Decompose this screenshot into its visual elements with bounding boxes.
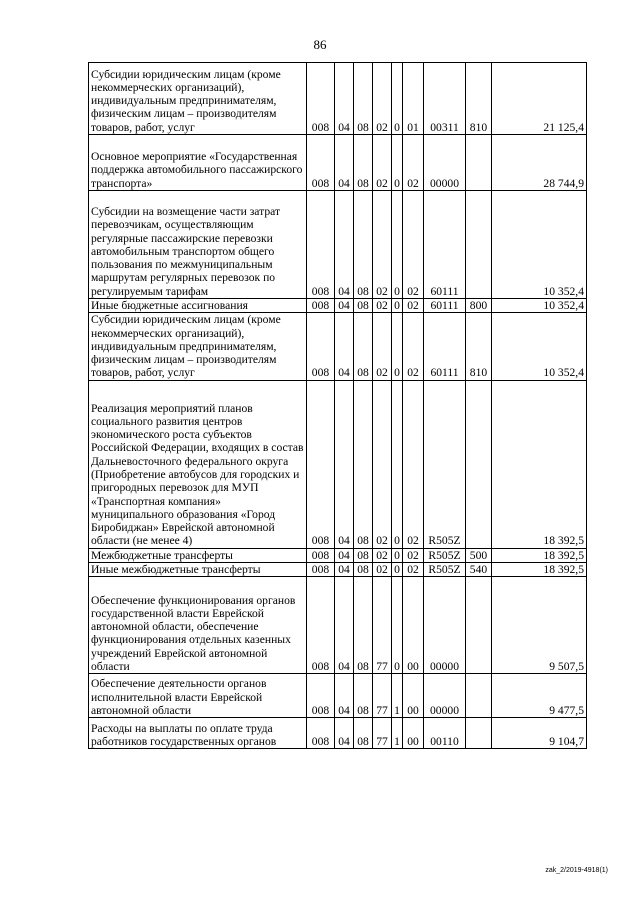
cell-amount: 18 392,5: [492, 380, 587, 548]
cell-p4: R505Z: [424, 563, 466, 577]
cell-name: Иные бюджетные ассигнования: [89, 299, 307, 313]
cell-p3: 00: [403, 674, 424, 718]
cell-p1: 02: [373, 63, 392, 135]
cell-p1: 02: [373, 380, 392, 548]
cell-p3: 00: [403, 577, 424, 674]
cell-type: [466, 135, 492, 191]
table-row: [89, 577, 587, 674]
cell-name: Реализация мероприятий планов социального развития центров экономического роста субъектов Российской Федерации, входящих в состав Дальневосточного федерального округа (Приобретение автобусов для городских и пригородных перевозок для МУП «Транспортная компания» муниципального образования «Город Биробиджан» Еврейской автономной области (не менее 4): [89, 380, 307, 548]
cell-ministry: 008: [307, 63, 335, 135]
cell-ministry: 008: [307, 718, 335, 749]
cell-section: 04: [335, 63, 354, 135]
cell-amount: 21 125,4: [492, 63, 587, 135]
cell-amount: 9 104,7: [492, 718, 587, 749]
cell-section: 04: [335, 674, 354, 718]
cell-p2: 0: [392, 191, 403, 299]
cell-p3: 02: [403, 563, 424, 577]
cell-amount: 28 744,9: [492, 135, 587, 191]
cell-subsection: 08: [354, 299, 373, 313]
cell-type: [466, 674, 492, 718]
cell-p1: 77: [373, 718, 392, 749]
table-row: [89, 718, 587, 749]
cell-p4: 00000: [424, 674, 466, 718]
cell-amount: 18 392,5: [492, 548, 587, 562]
cell-subsection: 08: [354, 548, 373, 562]
cell-amount: 18 392,5: [492, 563, 587, 577]
cell-ministry: 008: [307, 299, 335, 313]
cell-name: Субсидии юридическим лицам (кроме некоммерческих организаций), индивидуальным предпринимателям, физическим лицам – производителям товаров, работ, услуг: [89, 63, 307, 135]
cell-subsection: 08: [354, 380, 373, 548]
table-row: [89, 135, 587, 191]
cell-type: 500: [466, 548, 492, 562]
cell-p4: 00000: [424, 135, 466, 191]
cell-name: Субсидии на возмещение части затрат перевозчикам, осуществляющим регулярные пассажирские перевозки автомобильным транспортом общего пользования по межмуниципальным маршрутам регулярных перевозок по регулируемым тарифам: [89, 191, 307, 299]
cell-section: 04: [335, 563, 354, 577]
cell-p2: 0: [392, 563, 403, 577]
cell-ministry: 008: [307, 313, 335, 380]
cell-ministry: 008: [307, 674, 335, 718]
cell-amount: 10 352,4: [492, 299, 587, 313]
cell-p3: 01: [403, 63, 424, 135]
cell-section: 04: [335, 313, 354, 380]
cell-p3: 02: [403, 380, 424, 548]
cell-ministry: 008: [307, 563, 335, 577]
cell-p4: 00311: [424, 63, 466, 135]
cell-type: 810: [466, 63, 492, 135]
cell-p4: R505Z: [424, 380, 466, 548]
cell-subsection: 08: [354, 313, 373, 380]
table-row: [89, 380, 587, 548]
cell-type: 810: [466, 313, 492, 380]
cell-p2: 0: [392, 63, 403, 135]
cell-p3: 02: [403, 191, 424, 299]
cell-amount: 9 507,5: [492, 577, 587, 674]
table-body: [89, 63, 587, 749]
cell-p4: 60111: [424, 191, 466, 299]
table-row: [89, 548, 587, 562]
cell-subsection: 08: [354, 718, 373, 749]
cell-ministry: 008: [307, 135, 335, 191]
cell-p1: 77: [373, 577, 392, 674]
budget-table: [88, 62, 587, 749]
cell-subsection: 08: [354, 135, 373, 191]
cell-p4: 60111: [424, 299, 466, 313]
cell-name: Обеспечение деятельности органов исполнительной власти Еврейской автономной области: [89, 674, 307, 718]
cell-subsection: 08: [354, 63, 373, 135]
cell-p2: 0: [392, 548, 403, 562]
cell-p3: 00: [403, 718, 424, 749]
cell-ministry: 008: [307, 191, 335, 299]
cell-p4: 60111: [424, 313, 466, 380]
cell-p1: 02: [373, 563, 392, 577]
cell-subsection: 08: [354, 563, 373, 577]
cell-p1: 02: [373, 548, 392, 562]
table-row: [89, 313, 587, 380]
cell-name: Иные межбюджетные трансферты: [89, 563, 307, 577]
cell-type: [466, 577, 492, 674]
cell-amount: 10 352,4: [492, 313, 587, 380]
cell-p4: R505Z: [424, 548, 466, 562]
cell-p2: 1: [392, 718, 403, 749]
cell-p4: 00110: [424, 718, 466, 749]
cell-section: 04: [335, 299, 354, 313]
cell-subsection: 08: [354, 577, 373, 674]
cell-ministry: 008: [307, 577, 335, 674]
cell-type: 540: [466, 563, 492, 577]
cell-name: Основное мероприятие «Государственная поддержка автомобильного пассажирского транспорта»: [89, 135, 307, 191]
cell-p2: 0: [392, 313, 403, 380]
cell-type: [466, 380, 492, 548]
cell-section: 04: [335, 380, 354, 548]
table-row: [89, 191, 587, 299]
cell-p2: 0: [392, 577, 403, 674]
cell-type: [466, 718, 492, 749]
footer-code: zak_2/2019-4918(1): [545, 867, 608, 874]
cell-name: Обеспечение функционирования органов государственной власти Еврейской автономной области, обеспечение функционирования отдельных казенных учреждений Еврейской автономной области: [89, 577, 307, 674]
cell-amount: 9 477,5: [492, 674, 587, 718]
cell-p1: 02: [373, 135, 392, 191]
cell-p1: 77: [373, 674, 392, 718]
table-row: [89, 63, 587, 135]
cell-section: 04: [335, 135, 354, 191]
cell-p3: 02: [403, 313, 424, 380]
cell-section: 04: [335, 718, 354, 749]
cell-p2: 1: [392, 674, 403, 718]
table-row: [89, 299, 587, 313]
cell-section: 04: [335, 548, 354, 562]
cell-p3: 02: [403, 299, 424, 313]
cell-ministry: 008: [307, 380, 335, 548]
cell-name: Расходы на выплаты по оплате труда работников государственных органов: [89, 718, 307, 749]
cell-p3: 02: [403, 548, 424, 562]
table-row: [89, 674, 587, 718]
cell-section: 04: [335, 191, 354, 299]
page-number: 86: [313, 37, 327, 52]
cell-p2: 0: [392, 135, 403, 191]
cell-p1: 02: [373, 299, 392, 313]
cell-p4: 00000: [424, 577, 466, 674]
cell-amount: 10 352,4: [492, 191, 587, 299]
cell-name: Межбюджетные трансферты: [89, 548, 307, 562]
cell-name: Субсидии юридическим лицам (кроме некоммерческих организаций), индивидуальным предпринимателям, физическим лицам – производителям товаров, работ, услуг: [89, 313, 307, 380]
cell-p1: 02: [373, 313, 392, 380]
table-row: [89, 563, 587, 577]
cell-type: 800: [466, 299, 492, 313]
cell-p2: 0: [392, 299, 403, 313]
cell-p3: 02: [403, 135, 424, 191]
cell-p2: 0: [392, 380, 403, 548]
cell-type: [466, 191, 492, 299]
cell-section: 04: [335, 577, 354, 674]
cell-subsection: 08: [354, 674, 373, 718]
cell-subsection: 08: [354, 191, 373, 299]
cell-ministry: 008: [307, 548, 335, 562]
cell-p1: 02: [373, 191, 392, 299]
